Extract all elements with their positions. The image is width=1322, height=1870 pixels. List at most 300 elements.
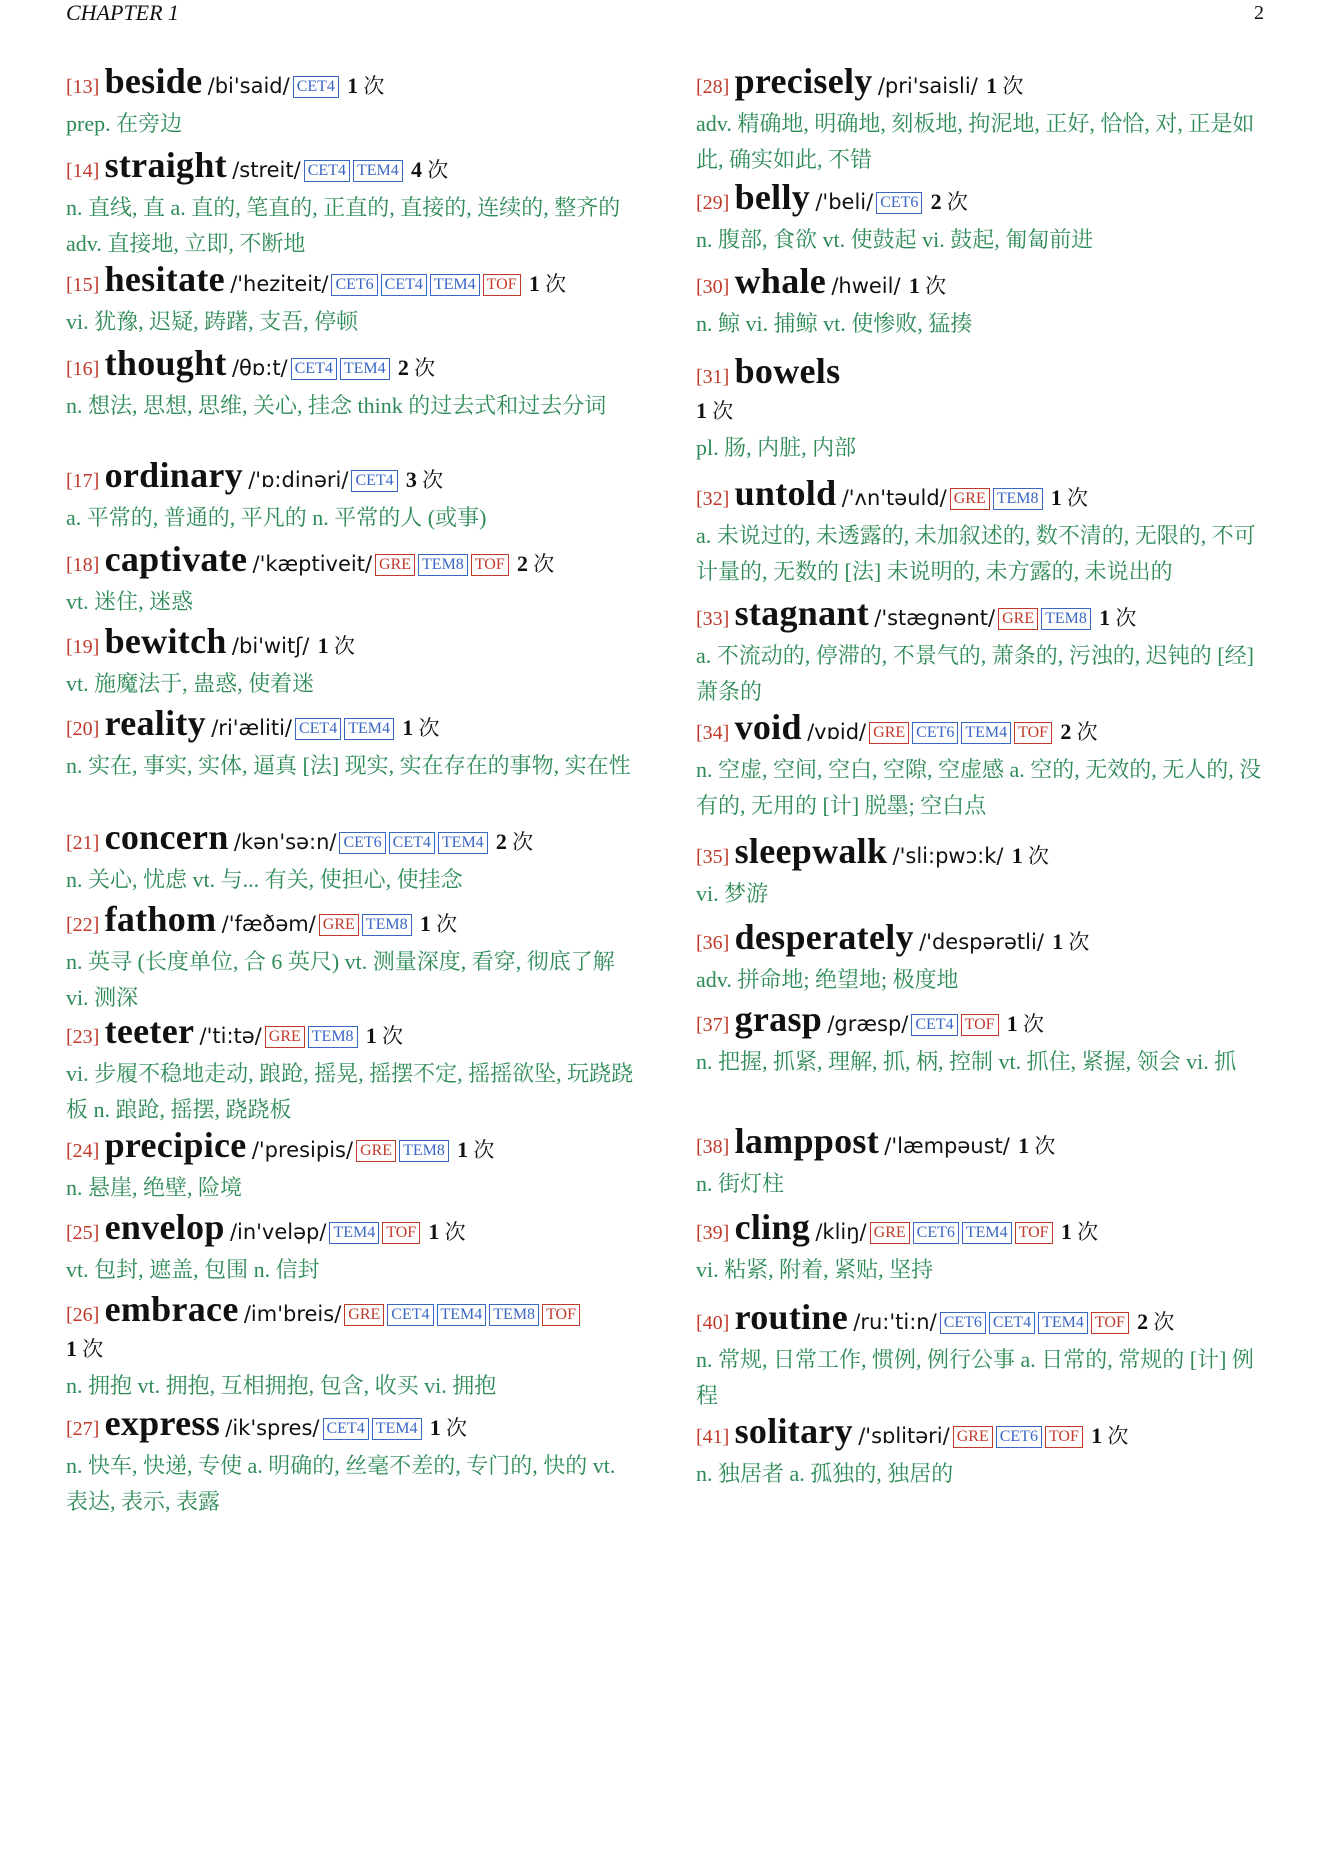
vocab-entry [66,61,636,142]
entry-number: [23] [66,1026,100,1048]
vocab-entry [696,351,1268,466]
headword: bewitch [104,621,227,661]
definition: pl. 肠, 内脏, 内部 [696,435,857,460]
frequency-number: 1 [696,398,707,423]
headword: solitary [734,1411,853,1451]
frequency-unit: 次 [421,158,449,182]
entry-head [66,899,636,942]
entry-head [66,259,636,302]
headword: beside [104,61,203,101]
exam-tag: TEM4 [344,718,394,740]
frequency-unit: 次 [413,716,440,740]
definition: n. 快车, 快递, 专使 a. 明确的, 丝毫不差的, 专门的, 快的 vt. 表达, 表示, 表露 [66,1453,616,1514]
frequency-line [696,394,1268,428]
phonetic: /θɒ:t/ [231,356,288,380]
headword: desperately [734,917,914,957]
exam-tag: TEM8 [362,914,412,936]
frequency-count [1052,930,1089,954]
frequency-count [696,399,733,423]
exam-tag: TOF [1015,1222,1053,1244]
entry-number: [20] [66,718,100,740]
phonetic: /'heziteit/ [230,272,329,296]
phonetic: /vɒid/ [807,720,867,744]
phonetic: /'ti:tə/ [199,1024,262,1048]
exam-tag: CET4 [989,1312,1035,1334]
entry-number: [25] [66,1222,100,1244]
vocab-entry [66,817,636,898]
definition: n. 实在, 事实, 实体, 逼真 [法] 现实, 实在存在的事物, 实在性 [66,753,631,778]
frequency-unit: 次 [1102,1424,1129,1448]
exam-tag: GRE [953,1426,993,1448]
frequency-number: 1 [1050,485,1062,510]
phonetic: /'sli:pwɔ:k/ [892,844,1004,868]
entry-head [66,145,636,188]
phonetic: /bi'said/ [207,74,290,98]
frequency-count [457,1138,494,1162]
exam-tag: GRE [870,1222,910,1244]
entry-head [696,351,1268,394]
entry-head [66,621,636,664]
headword: stagnant [734,593,870,633]
frequency-count [398,356,435,380]
phonetic: /bi'witʃ/ [231,634,310,658]
definition: adv. 拼命地; 绝望地; 极度地 [696,967,959,992]
exam-tag: TEM4 [329,1222,379,1244]
phonetic: /'despərətli/ [919,930,1044,954]
headword: straight [104,145,227,185]
frequency-unit: 次 [416,468,444,492]
frequency-unit: 次 [1017,1012,1045,1036]
exam-tag: CET4 [351,470,397,492]
definition: a. 不流动的, 停滞的, 不景气的, 萧条的, 污浊的, 迟钝的 [经] 萧条的 [696,643,1254,704]
vocab-entry [696,61,1268,178]
frequency-line [66,1332,636,1366]
entry-head [696,1207,1268,1250]
exam-tag: TEM8 [1041,608,1091,630]
frequency-number: 1 [402,715,414,740]
frequency-number: 1 [1018,1133,1030,1158]
definition: n. 英寻 (长度单位, 合 6 英尺) vt. 测量深度, 看穿, 彻底了解 vi. 测深 [66,949,615,1010]
entry-head [696,61,1268,104]
headword: belly [734,177,811,217]
frequency-count [428,1220,465,1244]
vocab-entry [66,1207,636,1288]
exam-tag: TEM8 [993,488,1043,510]
chapter-header: CHAPTER 1 [66,0,180,25]
entry-number: [15] [66,274,100,296]
phonetic: /'beli/ [815,190,874,214]
frequency-number: 1 [347,73,359,98]
definition: vt. 包封, 遮盖, 包围 n. 信封 [66,1257,320,1282]
frequency-unit: 次 [77,1337,104,1361]
frequency-number: 1 [528,271,540,296]
phonetic: /kən'sə:n/ [233,830,337,854]
frequency-unit: 次 [1029,1134,1056,1158]
entry-head [696,473,1268,516]
definition: adv. 精确地, 明确地, 刻板地, 拘泥地, 正好, 恰恰, 对, 正是如此, 确实如此, 不错 [696,111,1255,172]
frequency-count [1137,1310,1174,1334]
entry-head [66,1289,636,1332]
frequency-number: 1 [429,1415,441,1440]
frequency-number: 2 [495,829,507,854]
exam-tag: GRE [998,608,1038,630]
frequency-count [529,272,566,296]
vocab-entry [696,707,1268,824]
frequency-number: 1 [457,1137,469,1162]
frequency-count [909,274,946,298]
headword: grasp [734,999,823,1039]
entry-number: [16] [66,358,100,380]
definition: n. 常规, 日常工作, 惯例, 例行公事 a. 日常的, 常规的 [计] 例程 [696,1347,1254,1408]
exam-tag: TOF [483,274,521,296]
exam-tag: TEM4 [961,722,1011,744]
frequency-unit: 次 [1061,486,1089,510]
entry-number: [32] [696,488,730,510]
exam-tag: CET4 [291,358,337,380]
phonetic: /'ʌn'təuld/ [841,486,947,510]
exam-tag: GRE [375,554,415,576]
headword: embrace [104,1289,239,1329]
exam-tag: GRE [265,1026,305,1048]
frequency-number: 1 [317,633,329,658]
entry-number: [21] [66,832,100,854]
exam-tag: GRE [356,1140,396,1162]
frequency-number: 1 [365,1023,377,1048]
frequency-number: 1 [419,911,431,936]
frequency-number: 1 [1091,1423,1103,1448]
definition: n. 关心, 忧虑 vt. 与... 有关, 使担心, 使挂念 [66,867,463,892]
definition: n. 空虚, 空间, 空白, 空隙, 空虚感 a. 空的, 无效的, 无人的, 没有的, 无用的 [计] 脱墨; 空白点 [696,757,1262,818]
phonetic: /'stægnənt/ [874,606,996,630]
vocab-entry [66,455,636,536]
frequency-count [402,716,439,740]
exam-tag: GRE [344,1304,384,1326]
phonetic: /im'breis/ [243,1302,342,1326]
phonetic: /græsp/ [827,1012,909,1036]
entry-number: [41] [696,1426,730,1448]
headword: captivate [104,539,248,579]
frequency-number: 1 [1060,1219,1072,1244]
vocab-entry [696,917,1268,998]
headword: precisely [734,61,873,101]
page-number: 2 [1254,2,1264,24]
entry-number: [35] [696,846,730,868]
entry-number: [29] [696,192,730,214]
definition: n. 悬崖, 绝壁, 险境 [66,1175,243,1200]
exam-tag: GRE [950,488,990,510]
frequency-number: 2 [1137,1309,1149,1334]
exam-tag: CET4 [381,274,427,296]
exam-tag: CET6 [912,722,958,744]
frequency-unit: 次 [539,272,567,296]
exam-tag: CET4 [389,832,435,854]
exam-tag: CET4 [295,718,341,740]
entry-head [66,343,636,386]
entry-number: [40] [696,1312,730,1334]
exam-tag: TEM4 [340,358,390,380]
headword: void [734,707,802,747]
vocab-entry [66,1125,636,1206]
exam-tag: CET6 [876,192,922,214]
exam-tag: TEM8 [489,1304,539,1326]
exam-tag: GRE [319,914,359,936]
entry-number: [17] [66,470,100,492]
entry-head [66,1125,636,1168]
phonetic: /in'veləp/ [229,1220,327,1244]
headword: teeter [104,1011,195,1051]
frequency-unit: 次 [1063,930,1090,954]
entry-head [66,539,636,582]
exam-tag: CET4 [387,1304,433,1326]
definition: vt. 迷住, 迷惑 [66,589,194,614]
definition: vi. 犹豫, 迟疑, 踌躇, 支吾, 停顿 [66,309,359,334]
entry-number: [19] [66,636,100,658]
frequency-count [430,1416,467,1440]
entry-number: [37] [696,1014,730,1036]
vocab-entry [696,593,1268,710]
headword: cling [734,1207,811,1247]
phonetic: /ik'spres/ [225,1416,320,1440]
entry-head [66,61,636,104]
vocab-entry [66,899,636,1016]
frequency-unit: 次 [1071,720,1098,744]
exam-tag: TEM4 [353,160,403,182]
exam-tag: CET6 [913,1222,959,1244]
definition: vi. 梦游 [696,881,769,906]
headword: sleepwalk [734,831,888,871]
frequency-number: 4 [410,157,422,182]
entry-number: [30] [696,276,730,298]
frequency-count [66,1337,103,1361]
exam-tag: TEM4 [438,832,488,854]
headword: thought [104,343,227,383]
frequency-count [1099,606,1136,630]
frequency-number: 3 [405,467,417,492]
frequency-unit: 次 [997,74,1024,98]
frequency-count [347,74,384,98]
frequency-unit: 次 [528,552,555,576]
exam-tag: TEM4 [430,274,480,296]
headword: hesitate [104,259,225,299]
exam-tag: TOF [542,1304,580,1326]
exam-tag: TOF [1045,1426,1083,1448]
frequency-unit: 次 [707,399,734,423]
vocab-entry [696,999,1268,1080]
frequency-unit: 次 [1071,1220,1099,1244]
frequency-number: 1 [1052,929,1064,954]
exam-tag: TOF [1014,722,1052,744]
entry-head [696,1411,1268,1454]
definition: n. 独居者 a. 孤独的, 独居的 [696,1461,954,1486]
headword: lamppost [734,1121,880,1161]
frequency-count [1061,1220,1098,1244]
entry-number: [31] [696,366,730,388]
vocab-entry [66,539,636,620]
frequency-unit: 次 [1148,1310,1175,1334]
entry-head [66,1207,636,1250]
exam-tag: CET6 [339,832,385,854]
phonetic: /'læmpəust/ [884,1134,1010,1158]
vocab-entry [696,1411,1268,1492]
phonetic: /'presipis/ [251,1138,354,1162]
frequency-count [318,634,355,658]
entry-head [696,261,1268,304]
frequency-count [420,912,457,936]
frequency-unit: 次 [440,1416,467,1440]
phonetic: /streit/ [232,158,301,182]
phonetic: /'kæptiveit/ [252,552,373,576]
vocab-entry [66,343,636,424]
entry-number: [22] [66,914,100,936]
frequency-number: 1 [986,73,998,98]
exam-tag: TEM4 [1038,1312,1088,1334]
entry-number: [13] [66,76,100,98]
exam-tag: TEM4 [437,1304,487,1326]
exam-tag: CET6 [996,1426,1042,1448]
headword: precipice [104,1125,247,1165]
entry-head [66,1011,636,1054]
definition: a. 平常的, 普通的, 平凡的 n. 平常的人 (或事) [66,505,487,530]
exam-tag: TOF [382,1222,420,1244]
vocab-entry [66,145,636,262]
frequency-count [517,552,554,576]
phonetic: /ru:'ti:n/ [853,1310,937,1334]
exam-tag: TEM8 [399,1140,449,1162]
definition: n. 腹部, 食欲 vt. 使鼓起 vi. 鼓起, 匍匐前进 [696,227,1094,252]
entry-number: [34] [696,722,730,744]
frequency-unit: 次 [358,74,385,98]
phonetic: /pri'saisli/ [877,74,978,98]
exam-tag: TEM4 [372,1418,422,1440]
frequency-number: 1 [908,273,920,298]
vocab-entry [696,473,1268,590]
definition: n. 把握, 抓紧, 理解, 抓, 柄, 控制 vt. 抓住, 紧握, 领会 vi. 抓 [696,1049,1237,1074]
entry-head [696,999,1268,1042]
phonetic: /kliŋ/ [815,1220,867,1244]
vocab-entry [696,261,1268,342]
vocab-entry [66,703,636,784]
headword: whale [734,261,827,301]
frequency-unit: 次 [328,634,355,658]
phonetic: /'ɒ:dinəri/ [248,468,349,492]
exam-tag: CET6 [940,1312,986,1334]
frequency-unit: 次 [430,912,458,936]
frequency-count [1007,1012,1044,1036]
frequency-unit: 次 [506,830,534,854]
entry-number: [33] [696,608,730,630]
headword: untold [734,473,837,513]
frequency-number: 2 [1060,719,1072,744]
frequency-number: 1 [1006,1011,1018,1036]
headword: reality [104,703,206,743]
entry-number: [36] [696,932,730,954]
exam-tag: CET6 [331,274,377,296]
exam-tag: CET4 [293,76,339,98]
vocab-entry [696,177,1268,258]
phonetic: /'fæðəm/ [221,912,316,936]
exam-tag: CET4 [304,160,350,182]
definition: n. 街灯柱 [696,1171,785,1196]
phonetic: /hweil/ [831,274,901,298]
frequency-count [931,190,968,214]
frequency-number: 2 [517,551,528,576]
vocab-entry [66,259,636,340]
entry-head [696,593,1268,636]
frequency-count [1012,844,1049,868]
entry-number: [27] [66,1418,100,1440]
definition: vt. 施魔法于, 蛊惑, 使着迷 [66,671,315,696]
definition: vi. 步履不稳地走动, 踉跄, 摇晃, 摇摆不定, 摇摇欲坠, 玩跷跷板 n. 踉跄, 摇摆, 跷跷板 [66,1061,634,1122]
frequency-count [366,1024,403,1048]
definition: n. 拥抱 vt. 拥抱, 互相拥抱, 包含, 收买 vi. 拥抱 [66,1373,497,1398]
entry-head [66,817,636,860]
entry-number: [14] [66,160,100,182]
frequency-count [1018,1134,1055,1158]
frequency-count [1091,1424,1128,1448]
frequency-count [406,468,443,492]
definition: a. 未说过的, 未透露的, 未加叙述的, 数不清的, 无限的, 不可计量的, 无数的 [法] 未说明的, 未方露的, 未说出的 [696,523,1256,584]
frequency-number: 1 [1099,605,1111,630]
frequency-unit: 次 [1022,844,1049,868]
vocab-entry [696,1207,1268,1288]
headword: envelop [104,1207,225,1247]
headword: fathom [104,899,217,939]
headword: concern [104,817,229,857]
headword: bowels [734,351,841,391]
exam-tag: TEM8 [308,1026,358,1048]
entry-head [66,1403,636,1446]
exam-tag: TOF [471,554,509,576]
headword: routine [734,1297,849,1337]
vocab-entry [66,1403,636,1520]
frequency-number: 1 [1011,843,1023,868]
definition: prep. 在旁边 [66,111,183,136]
vocab-entry [66,1289,636,1404]
entry-head [66,455,636,498]
entry-number: [28] [696,76,730,98]
frequency-number: 2 [930,189,942,214]
vocab-entry [696,1297,1268,1414]
headword: express [104,1403,221,1443]
exam-tag: TOF [1091,1312,1129,1334]
vocab-entry [66,1011,636,1128]
exam-tag: CET4 [323,1418,369,1440]
frequency-count [411,158,448,182]
frequency-unit: 次 [376,1024,404,1048]
entry-head [696,917,1268,960]
headword: ordinary [104,455,243,495]
phonetic: /ri'æliti/ [211,716,292,740]
vocab-entry [696,831,1268,912]
entry-head [696,707,1268,750]
entry-head [696,1297,1268,1340]
frequency-unit: 次 [1110,606,1137,630]
entry-number: [38] [696,1136,730,1158]
frequency-unit: 次 [468,1138,495,1162]
entry-number: [24] [66,1140,100,1162]
entry-head [66,703,636,746]
frequency-number: 2 [397,355,409,380]
definition: n. 想法, 思想, 思维, 关心, 挂念 think 的过去式和过去分词 [66,393,607,418]
entry-number: [39] [696,1222,730,1244]
frequency-count [1060,720,1097,744]
frequency-number: 1 [428,1219,440,1244]
exam-tag: CET4 [911,1014,957,1036]
entry-number: [18] [66,554,100,576]
entry-head [696,831,1268,874]
frequency-unit: 次 [941,190,968,214]
frequency-count [1051,486,1088,510]
